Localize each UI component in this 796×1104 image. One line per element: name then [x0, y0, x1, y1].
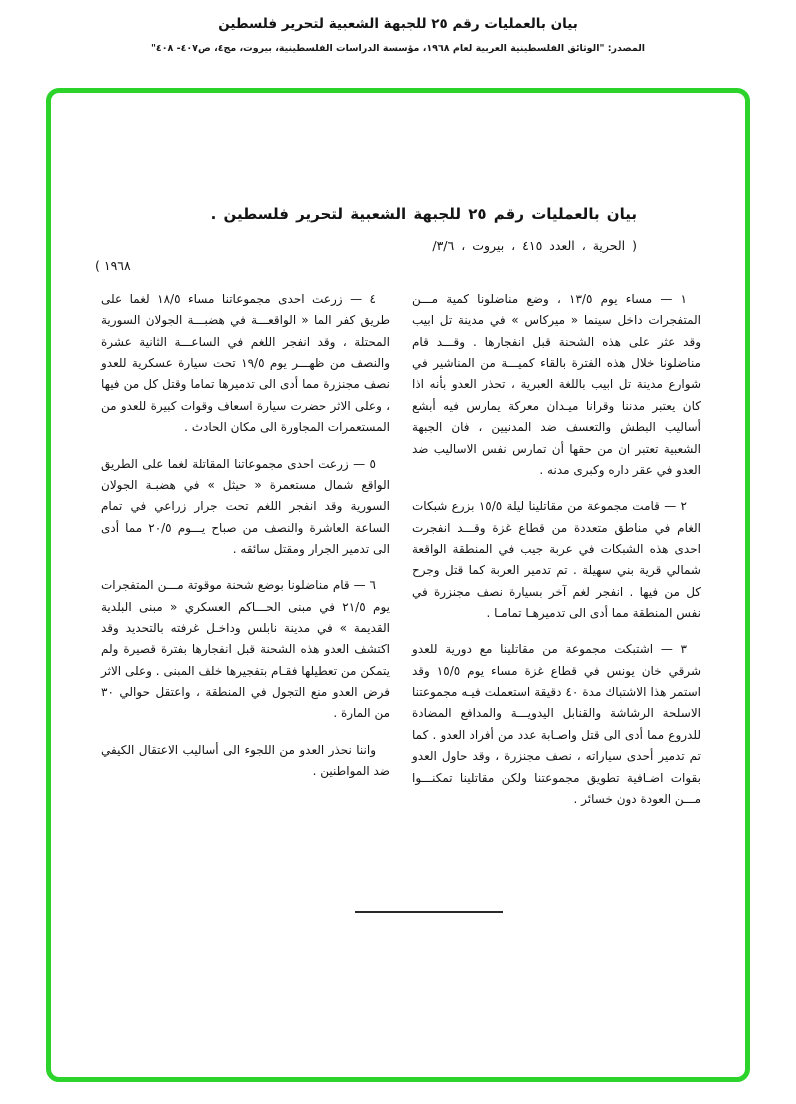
- document-frame: [46, 88, 750, 1082]
- footer-rule: [355, 911, 503, 913]
- paragraph-2: ٢ — قامت مجموعة من مقاتلينا ليلة ١٥/٥ بزرع شبكات الغام في مناطق متعددة من قطاع غزة وقـــد انفجرت احدى هذه الشبكات في عربة جيب في المنطقة الواقعة شمالي قرية بني سهيلة . تم تدمير العربة كما قتل وجرح كل من فيها . انفجر لغم آخر بسيارة نصف مجنزرة في نفس المنطقة مما أدى الى تدميرهـا تمامـا .: [412, 499, 701, 621]
- document-citation-line2: ١٩٦٨ ): [95, 258, 131, 273]
- page-header: [0, 0, 796, 54]
- document-body: [95, 289, 701, 825]
- paragraph-3: ٣ — اشتبكت مجموعة من مقاتلينا مع دورية للعدو شرقي خان يونس في قطاع غزة مساء يوم ١٥/٥ وقد استمر هذا الاشتباك مدة ٤٠ دقيقة استعملت فيـه مجموعتنا الاسلحة الرشاشة والقنابل اليدويـــة والمدافع المضادة للدروع مما أدى الى قتل واصـابة عدد من أفراد العدو . كما تم تدمير أحدى سياراته ، نصف مجنزرة ، وقد حاول العدو بقوات اضـافية تطويق مجموعتنا ولكن مقاتلينا تمكنـــوا مـــن العودة دون خسائر .: [412, 642, 701, 806]
- page-title: بيان بالعمليات رقم ٢٥ للجبهة الشعبية لتحرير فلسطين: [218, 16, 578, 32]
- paragraph-7: واننا نحذر العدو من اللجوء الى أساليب الاعتقال الكيفي ضد المواطنين .: [101, 742, 390, 779]
- document-citation-line1: ( الحرية ، العدد ٤١٥ ، بيروت ، ٣/٦/: [432, 238, 637, 253]
- column-left: [101, 289, 390, 825]
- paragraph-6: ٦ — قام مناضلونا بوضع شحنة موقوتة مـــن المتفجرات يوم ٢١/٥ في مبنى الحـــاكم العسكري « مبنى البلدية القديمة » في مدينة نابلس وداخـل غرفته بالتحديد وقد اكتشف العدو هذه الشحنة قبل انفجارها بفترة قصيرة ولم يتمكن من تعطيلها فقـام بتفجيرها خلف المبنى . وعلى الاثر فرض العدو منع التجول في المنطقة ، واعتقل حوالي ٣٠ من المارة .: [101, 578, 390, 721]
- paragraph-1: ١ — مساء يوم ١٣/٥ ، وضع مناضلونا كمية مـــن المتفجرات داخل سينما « ميركاس » في مدينة تل ابيب وقد عثر على هذه الشحنة قبل انفجارها . وقـــد قام مناضلونا خلال هذه الفترة بالقاء كميـــة من المناشير في شوارع مدينة تل ابيب باللغة العبرية ، تحذر العدو بأنه اذا كان يعتبر مدننا وقرانا ميـدان معركة يمارس فيه أبشع أساليب البطش والتعسف ضد المدنيين ، فان الجبهة الشعبية تعتبر ان من حقها أن تمارس نفس الاساليب ضد العدو في عقر داره وكبرى مدنه .: [412, 292, 701, 477]
- column-right: [412, 289, 701, 825]
- paragraph-5: ٥ — زرعت احدى مجموعاتنا المقاتلة لغما على الطريق الواقع شمال مستعمرة « حيثل » في هضبـة الجولان السورية وقد انفجر اللغم تحت جرار زراعي في تمام الساعة العاشرة والنصف من صباح يـــوم ٢٠/٥ مما أدى الى تدمير الجرار ومقتل سائقه .: [101, 456, 390, 556]
- paragraph-4: ٤ — زرعت احدى مجموعاتنا مساء ١٨/٥ لغما على طريق كفر الما « الواقعـــة في هضبـــة الجولان السورية المحتلة ، وقد انفجر اللغم في الساعـــة الثانية عشرة والنصف من ظهـــر يوم ١٩/٥ تحت سيارة عسكرية للعدو نصف مجنزرة مما أدى الى تدميرها تماما وقتل كل من فيها ، وعلى الاثر حضرت سيارة اسعاف وقوات كبيرة للعدو من المستعمرات المجاورة الى مكان الحادث .: [101, 292, 390, 435]
- document-title: بيان بالعمليات رقم ٢٥ للجبهة الشعبية لتحرير فلسطين .: [210, 205, 637, 223]
- source-citation: المصدر: "الوثائق الفلسطينية العربية لعام ١٩٦٨، مؤسسة الدراسات الفلسطينية، بيروت، مج٤، ص٤٠٧- ٤٠٨": [150, 43, 646, 54]
- document-scan: [51, 93, 745, 825]
